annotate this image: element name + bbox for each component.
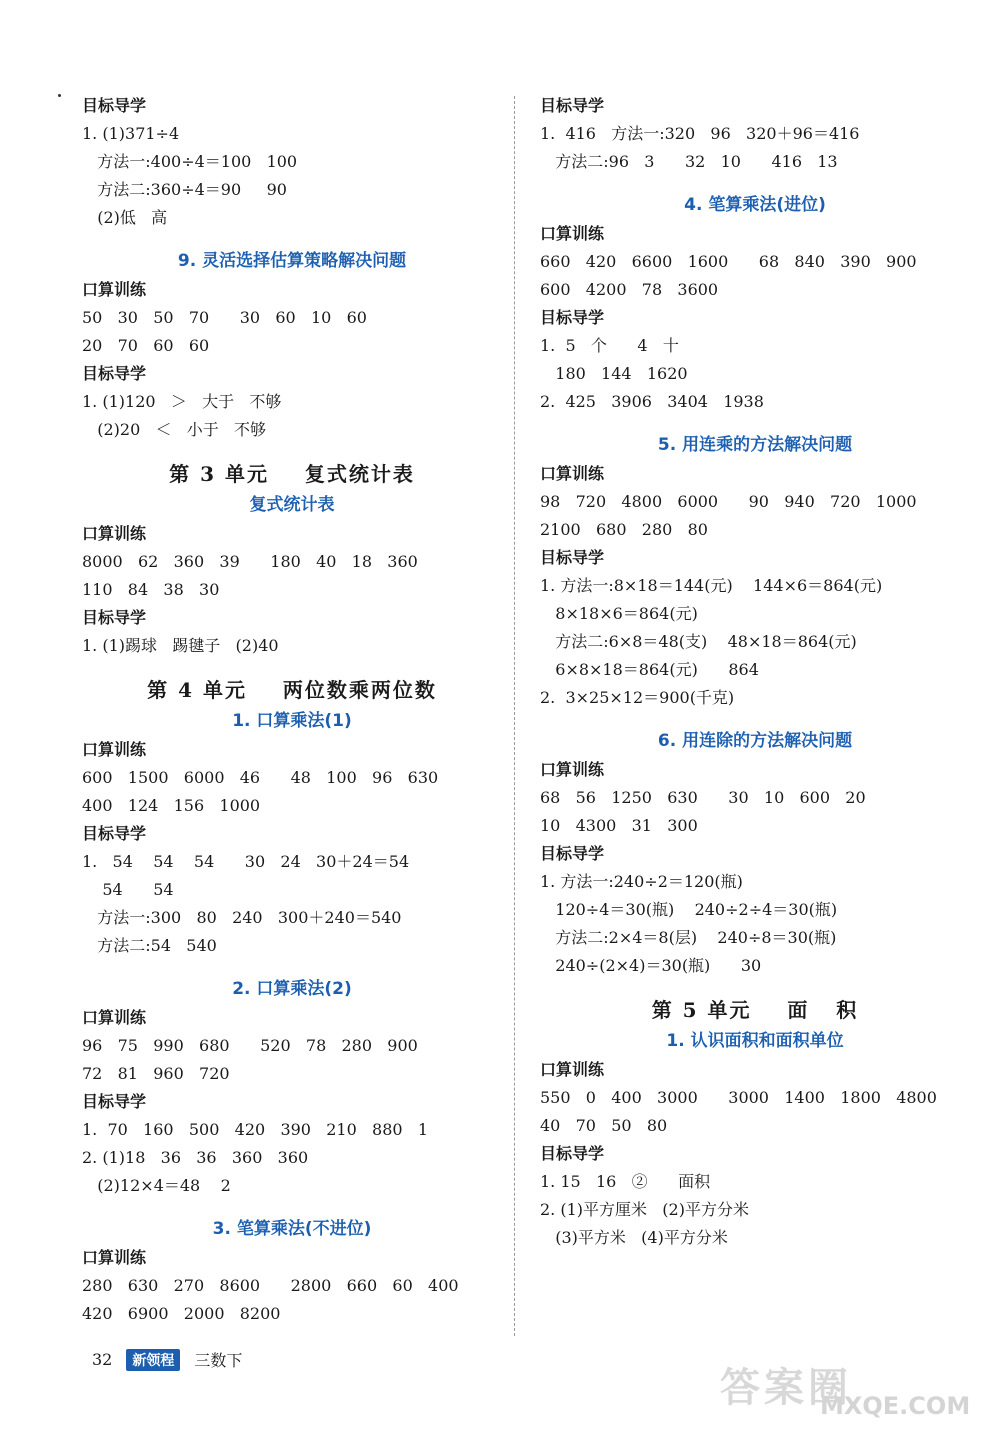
page-number: 32	[92, 1350, 113, 1369]
answer-line: 98 720 4800 6000 90 940 720 1000	[540, 492, 917, 511]
right-column	[540, 92, 970, 1252]
section-heading: 口算训练	[82, 280, 147, 299]
spacer	[82, 660, 502, 674]
answer-line: 方法二:96 3 32 10 416 13	[540, 152, 838, 171]
answer-line: 1. (1)踢球 踢毽子 (2)40	[82, 636, 279, 655]
answer-line: 660 420 6600 1600 68 840 390 900	[540, 252, 917, 271]
answer-line: 方法一:400÷4＝100 100	[82, 152, 298, 171]
lesson-title: 3. 笔算乘法(不进位)	[212, 1219, 372, 1239]
answer-line: 1. 54 54 54 30 24 30＋24＝54	[82, 852, 410, 871]
spacer	[540, 416, 970, 430]
column-divider	[514, 96, 515, 1336]
answer-line: 2. (1)18 36 36 360 360	[82, 1148, 309, 1167]
answer-line: 50 30 50 70 30 60 10 60	[82, 308, 367, 327]
section-heading: 目标导学	[82, 96, 147, 115]
answer-line: 方法二:6×8＝48(支) 48×18＝864(元)	[540, 632, 857, 651]
answer-line: 40 70 50 80	[540, 1116, 668, 1135]
answer-line: (2)20 ＜ 小于 不够	[82, 420, 267, 439]
answer-line: 600 4200 78 3600	[540, 280, 719, 299]
scan-dot	[58, 94, 61, 97]
section-heading: 目标导学	[540, 1144, 605, 1163]
spacer	[540, 712, 970, 726]
answer-line: 600 1500 6000 46 48 100 96 630	[82, 768, 439, 787]
watermark-url: MXQE.COM	[820, 1392, 971, 1420]
answer-line: 420 6900 2000 8200	[82, 1304, 281, 1323]
answer-line: 550 0 400 3000 3000 1400 1800 4800	[540, 1088, 937, 1107]
unit-title: 第 5 单元 面 积	[651, 998, 859, 1022]
page-footer	[92, 1348, 242, 1371]
answer-line: 1. 方法一:240÷2＝120(瓶)	[540, 872, 743, 891]
answer-line: 方法二:2×4＝8(层) 240÷8＝30(瓶)	[540, 928, 837, 947]
answer-line: 280 630 270 8600 2800 660 60 400	[82, 1276, 459, 1295]
spacer	[540, 176, 970, 190]
lesson-title: 复式统计表	[249, 495, 335, 515]
brand-badge: 新领程	[126, 1349, 180, 1371]
spacer	[82, 232, 502, 246]
left-column	[82, 92, 502, 1328]
answer-line: 20 70 60 60	[82, 336, 210, 355]
section-heading: 目标导学	[82, 608, 147, 627]
section-heading: 口算训练	[82, 1248, 147, 1267]
section-heading: 目标导学	[540, 96, 605, 115]
section-heading: 口算训练	[540, 760, 605, 779]
spacer	[540, 980, 970, 994]
spacer	[82, 1200, 502, 1214]
answer-line: 2. 3×25×12＝900(千克)	[540, 688, 735, 707]
answer-line: 1. (1)371÷4	[82, 124, 180, 143]
section-heading: 口算训练	[540, 464, 605, 483]
section-heading: 口算训练	[82, 524, 147, 543]
answer-line: (3)平方米 (4)平方分米	[540, 1228, 728, 1247]
watermark-logo	[720, 1356, 980, 1426]
lesson-title: 6. 用连除的方法解决问题	[657, 731, 853, 751]
answer-line: 72 81 960 720	[82, 1064, 230, 1083]
answer-line: 120÷4＝30(瓶) 240÷2÷4＝30(瓶)	[540, 900, 838, 919]
section-heading: 口算训练	[540, 224, 605, 243]
lesson-title: 5. 用连乘的方法解决问题	[657, 435, 853, 455]
answer-line: 1. 方法一:8×18＝144(元) 144×6＝864(元)	[540, 576, 883, 595]
book-title: 三数下	[194, 1351, 243, 1370]
answer-line: 54 54	[82, 880, 174, 899]
answer-line: 1. 5 个 4 十	[540, 336, 679, 355]
section-heading: 目标导学	[540, 308, 605, 327]
answer-line: 1. 416 方法一:320 96 320＋96＝416	[540, 124, 860, 143]
section-heading: 目标导学	[82, 1092, 147, 1111]
answer-line: 400 124 156 1000	[82, 796, 261, 815]
unit-title: 第 3 单元 复式统计表	[169, 462, 415, 486]
answer-line: (2)12×4＝48 2	[82, 1176, 231, 1195]
section-heading: 口算训练	[82, 740, 147, 759]
lesson-title: 9. 灵活选择估算策略解决问题	[177, 251, 407, 271]
watermark-text: 答案圈	[720, 1365, 852, 1411]
answer-line: 96 75 990 680 520 78 280 900	[82, 1036, 418, 1055]
lesson-title: 4. 笔算乘法(进位)	[684, 195, 826, 215]
answer-line: 1. 70 160 500 420 390 210 880 1	[82, 1120, 429, 1139]
section-heading: 目标导学	[82, 824, 147, 843]
answer-line: 2. 425 3906 3404 1938	[540, 392, 764, 411]
answer-line: 1. (1)120 ＞ 大于 不够	[82, 392, 282, 411]
answer-line: 68 56 1250 630 30 10 600 20	[540, 788, 866, 807]
section-heading: 目标导学	[82, 364, 147, 383]
section-heading: 目标导学	[540, 548, 605, 567]
lesson-title: 2. 口算乘法(2)	[232, 979, 352, 999]
answer-line: 2100 680 280 80	[540, 520, 708, 539]
answer-line: 8×18×6＝864(元)	[540, 604, 698, 623]
answer-line: 8000 62 360 39 180 40 18 360	[82, 552, 418, 571]
answer-line: 6×8×18＝864(元) 864	[540, 660, 759, 679]
answer-line: 180 144 1620	[540, 364, 688, 383]
answer-line: 10 4300 31 300	[540, 816, 698, 835]
answer-line: 方法二:360÷4＝90 90	[82, 180, 287, 199]
answer-line: 方法一:300 80 240 300＋240＝540	[82, 908, 402, 927]
spacer	[82, 960, 502, 974]
section-heading: 口算训练	[540, 1060, 605, 1079]
lesson-title: 1. 口算乘法(1)	[232, 711, 352, 731]
answer-line: 2. (1)平方厘米 (2)平方分米	[540, 1200, 749, 1219]
section-heading: 口算训练	[82, 1008, 147, 1027]
answer-line: (2)低 高	[82, 208, 168, 227]
lesson-title: 1. 认识面积和面积单位	[666, 1031, 844, 1051]
answer-line: 240÷(2×4)＝30(瓶) 30	[540, 956, 762, 975]
spacer	[82, 444, 502, 458]
unit-title: 第 4 单元 两位数乘两位数	[147, 678, 437, 702]
answer-line: 110 84 38 30	[82, 580, 220, 599]
section-heading: 目标导学	[540, 844, 605, 863]
answer-line: 1. 15 16 ② 面积	[540, 1172, 711, 1191]
answer-line: 方法二:54 540	[82, 936, 217, 955]
